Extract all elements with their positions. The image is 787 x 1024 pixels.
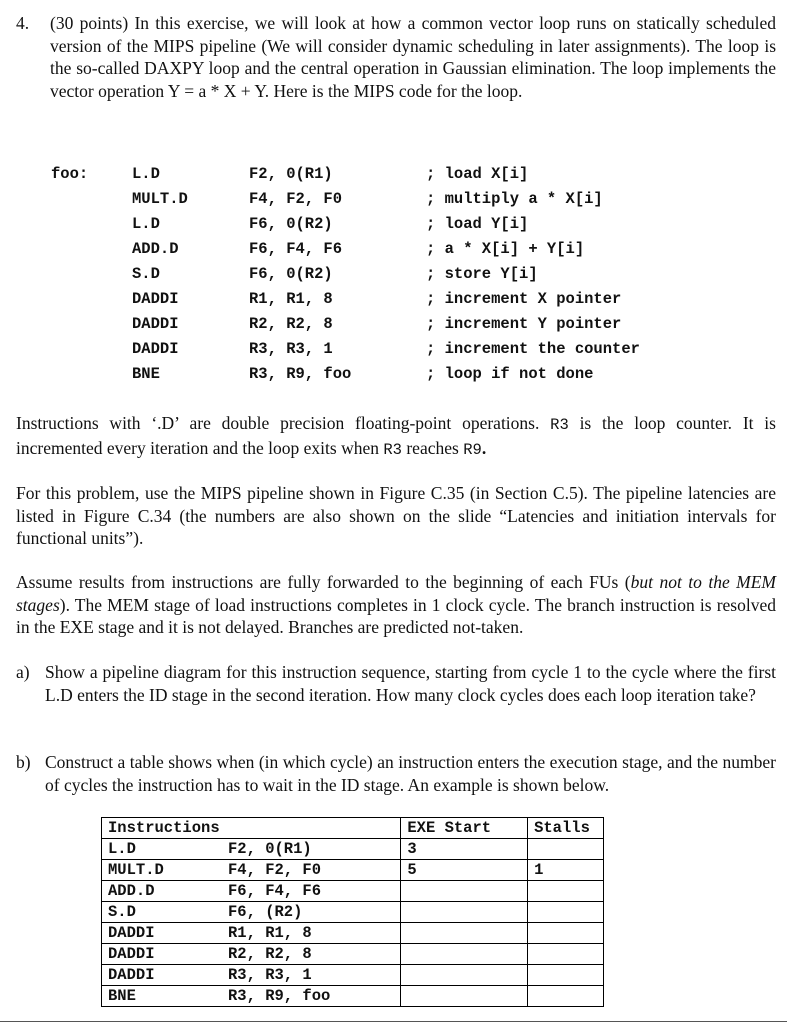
row-opcode: ADD.D	[108, 882, 155, 900]
table-row	[102, 902, 604, 923]
row-opcode: DADDI	[108, 924, 155, 942]
question-number: 4.	[16, 13, 30, 33]
row-exe-start	[401, 965, 528, 986]
example-table	[101, 817, 604, 1007]
code-operands: F4, F2, F0	[249, 190, 343, 208]
row-stalls: 1	[528, 860, 604, 881]
code-comment: ; multiply a * X[i]	[426, 190, 603, 208]
loop-label: foo:	[51, 165, 89, 183]
table-header-row	[102, 818, 604, 839]
code-operands: F2, 0(R1)	[249, 165, 333, 183]
code-comment: ; increment the counter	[426, 340, 640, 358]
row-opcode: BNE	[108, 987, 136, 1005]
code-opcode: L.D	[132, 215, 160, 233]
code-comment: ; a * X[i] + Y[i]	[426, 240, 585, 258]
part-a	[16, 661, 776, 706]
code-comment: ; load Y[i]	[426, 215, 529, 233]
row-exe-start: 3	[401, 839, 528, 860]
code-operands: R1, R1, 8	[249, 290, 333, 308]
row-opcode: S.D	[108, 903, 136, 921]
table-row	[102, 986, 604, 1007]
part-a-label: a)	[16, 662, 30, 682]
code-opcode: L.D	[132, 165, 160, 183]
question-intro: (30 points) In this exercise, we will look at how a common vector loop runs on statically scheduled version of the MIPS pipeline (We will consider dynamic scheduling in later assignments). The loop is the so-called DAXPY loop and the central operation in Gaussian elimination. The loop implements the vector operation Y = a * X + Y. Here is the MIPS code for the loop.	[50, 13, 776, 101]
row-stalls	[528, 923, 604, 944]
table-row	[102, 839, 604, 860]
row-exe-start	[401, 986, 528, 1007]
table-row	[102, 965, 604, 986]
row-stalls	[528, 881, 604, 902]
row-stalls	[528, 986, 604, 1007]
row-stalls	[528, 965, 604, 986]
row-operands: F4, F2, F0	[228, 861, 322, 879]
row-operands: R3, R3, 1	[228, 966, 312, 984]
row-operands: R3, R9, foo	[228, 987, 331, 1005]
row-stalls	[528, 839, 604, 860]
para1-text-c: reaches	[401, 437, 464, 458]
code-comment: ; load X[i]	[426, 165, 529, 183]
row-exe-start: 5	[401, 860, 528, 881]
para1-text-d: .	[481, 437, 487, 458]
row-opcode: MULT.D	[108, 861, 164, 879]
row-stalls	[528, 944, 604, 965]
code-operands: F6, F4, F6	[249, 240, 343, 258]
row-operands: F6, (R2)	[228, 903, 303, 921]
row-exe-start	[401, 902, 528, 923]
table-row	[102, 944, 604, 965]
code-opcode: DADDI	[132, 340, 179, 358]
row-exe-start	[401, 881, 528, 902]
paragraph-instructions-note	[16, 412, 776, 461]
header-stalls: Stalls	[528, 818, 604, 839]
code-operands: R2, R2, 8	[249, 315, 333, 333]
para1-text-a: Instructions with ‘.D’ are double precision floating-point operations.	[16, 413, 551, 433]
register-r3: R3	[550, 416, 569, 434]
header-instructions: Instructions	[102, 818, 401, 839]
question-4	[16, 12, 776, 102]
table-row	[102, 881, 604, 902]
row-operands: R2, R2, 8	[228, 945, 312, 963]
row-exe-start	[401, 944, 528, 965]
page-bottom-divider	[0, 1021, 787, 1022]
para3-text-b: ). The MEM stage of load instructions completes in 1 clock cycle. The branch instruction is resolved in the EXE stage and it is not delayed. Branches are predicted not-taken.	[16, 594, 776, 637]
row-opcode: DADDI	[108, 966, 155, 984]
part-a-text: Show a pipeline diagram for this instruction sequence, starting from cycle 1 to the cycle where the first L.D enters the ID stage in the second iteration. How many clock cycles does each loop iteration take?	[45, 662, 776, 705]
code-operands: R3, R9, foo	[249, 365, 352, 383]
code-operands: R3, R3, 1	[249, 340, 333, 358]
table-row	[102, 923, 604, 944]
para3-italic: but not to the MEM stages	[16, 572, 777, 615]
register-r3: R3	[383, 440, 402, 459]
para3-text-a: Assume results from instructions are fully forwarded to the beginning of each FUs (	[16, 572, 631, 592]
code-comment: ; increment X pointer	[426, 290, 622, 308]
paragraph-pipeline-reference: For this problem, use the MIPS pipeline shown in Figure C.35 (in Section C.5). The pipeline latencies are listed in Figure C.34 (the numbers are also shown on the slide “Latencies and initiation intervals for functional units”).	[16, 483, 776, 548]
row-exe-start	[401, 923, 528, 944]
register-r9: R9	[463, 440, 482, 459]
part-b	[16, 751, 776, 796]
part-b-text: Construct a table shows when (in which cycle) an instruction enters the execution stage, and the number of cycles the instruction has to wait in the ID stage. An example is shown below.	[45, 752, 776, 795]
row-stalls	[528, 902, 604, 923]
part-b-label: b)	[16, 752, 31, 772]
code-opcode: BNE	[132, 365, 160, 383]
code-opcode: DADDI	[132, 315, 179, 333]
table-row	[102, 860, 604, 881]
code-operands: F6, 0(R2)	[249, 215, 333, 233]
code-opcode: DADDI	[132, 290, 179, 308]
code-opcode: S.D	[132, 265, 160, 283]
code-comment: ; increment Y pointer	[426, 315, 622, 333]
code-comment: ; loop if not done	[426, 365, 594, 383]
row-opcode: L.D	[108, 840, 136, 858]
row-opcode: DADDI	[108, 945, 155, 963]
row-operands: F2, 0(R1)	[228, 840, 312, 858]
code-opcode: ADD.D	[132, 240, 179, 258]
paragraph-assumptions	[16, 571, 776, 639]
row-operands: R1, R1, 8	[228, 924, 312, 942]
header-exe-start: EXE Start	[401, 818, 528, 839]
code-operands: F6, 0(R2)	[249, 265, 333, 283]
code-comment: ; store Y[i]	[426, 265, 538, 283]
code-opcode: MULT.D	[132, 190, 188, 208]
para1-text-b: is the loop counter. It is incremented every iteration and the loop exits when	[16, 413, 776, 458]
row-operands: F6, F4, F6	[228, 882, 322, 900]
